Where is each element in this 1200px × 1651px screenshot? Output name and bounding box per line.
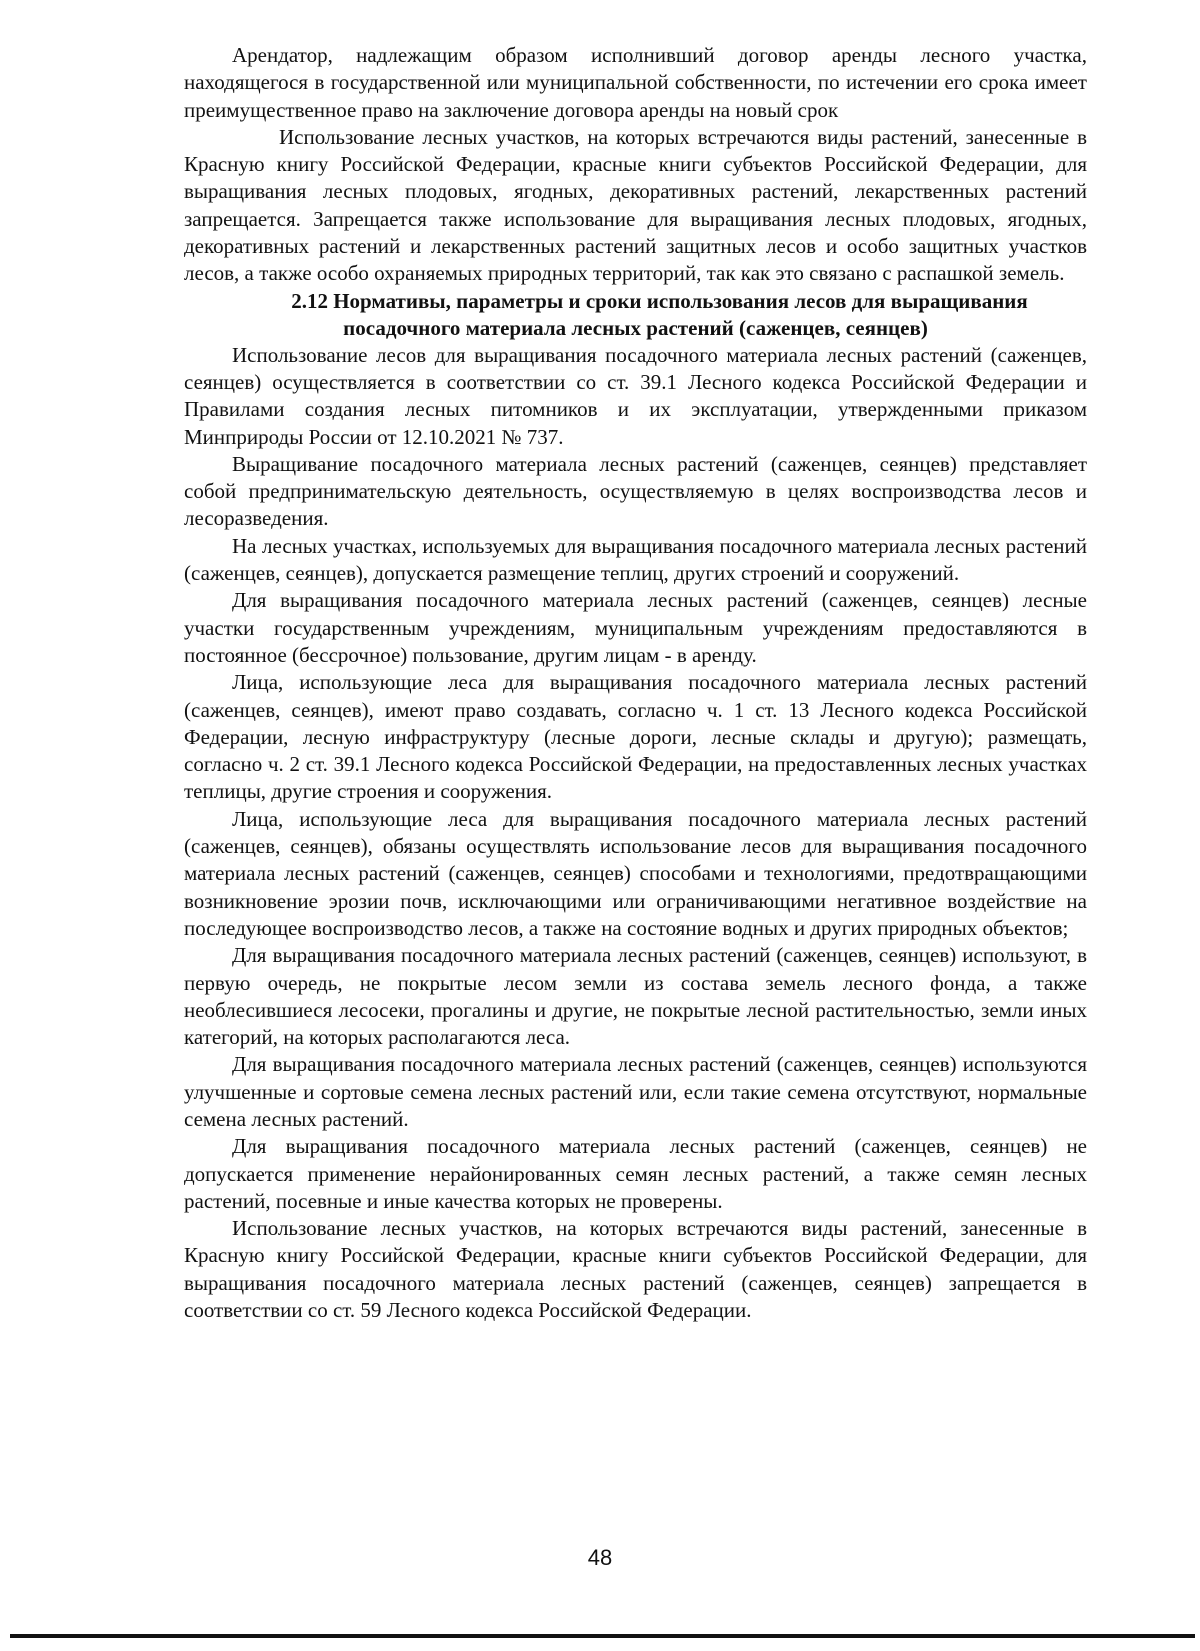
paragraph: Для выращивания посадочного материала лесных растений (саженцев, сеянцев) лесные участки государственным учреждениям, муниципальным учреждениям предоставляются в постоянное (бессрочное) пользование, другим лицам - в аренду. — [184, 588, 1087, 667]
paragraph: Выращивание посадочного материала лесных растений (саженцев, сеянцев) представляет собой предпринимательскую деятельность, осуществляемую в целях воспроизводства лесов и лесоразведения. — [184, 451, 1087, 531]
paragraph: Лица, использующие леса для выращивания посадочного материала лесных растений (саженцев, сеянцев), обязаны осуществлять использование лесов для выращивания посадочного материала лесных растений (саженцев, сеянцев) способами и технологиями, предотвращающими возникновение эрозии почв, исключающими или ограничивающими негативное воздействие на последующее воспроизводство лесов, а также на состояние водных и других природных объектов; — [184, 806, 1087, 940]
paragraph: Лица, использующие леса для выращивания посадочного материала лесных растений (саженцев, сеянцев), имеют право создавать, согласно ч. 1 ст. 13 Лесного кодекса Российской Федерации, лесную инфраструктуру (лесные дороги, лесные склады и другую); размещать, согласно ч. 2 ст. 39.1 Лесного кодекса Российской Федерации, на предоставленных лесных участках теплицы, другие строения и сооружения. — [184, 670, 1087, 804]
paragraph: Использование лесов для выращивания посадочного материала лесных растений (саженцев, сеянцев) осуществляется в соответствии со ст. 39.1 Лесного кодекса Российской Федерации и Правилами создания лесных питомников и их эксплуатации, утвержденными приказом Минприроды России от 12.10.2021 № 737. — [184, 342, 1087, 449]
paragraph: Для выращивания посадочного материала лесных растений (саженцев, сеянцев) не допускается применение нерайонированных семян лесных растений, а также семян лесных растений, посевные и иные качества которых не проверены. — [184, 1134, 1087, 1213]
paragraph: Использование лесных участков, на которых встречаются виды растений, занесенные в Красную книгу Российской Федерации, красные книги субъектов Российской Федерации, для выращивания посадочного материала лесных растений (саженцев, сеянцев) запрещается в соответствии со ст. 59 Лесного кодекса Российской Федерации. — [184, 1216, 1087, 1323]
section-heading: 2.12 Нормативы, параметры и сроки использования лесов для выращивания посадочного материала лесных растений (саженцев, сеянцев) — [291, 288, 1028, 340]
paragraph: Для выращивания посадочного материала лесных растений (саженцев, сеянцев) используются улучшенные и сортовые семена лесных растений или, если такие семена отсутствуют, нормальные семена лесных растений. — [184, 1052, 1087, 1131]
body-text — [184, 42, 1087, 1324]
paragraph: На лесных участках, используемых для выращивания посадочного материала лесных растений (саженцев, сеянцев), допускается размещение теплиц, других строений и сооружений. — [184, 533, 1087, 586]
paragraph: Для выращивания посадочного материала лесных растений (саженцев, сеянцев) используют, в первую очередь, не покрытые лесом земли из состава земель лесного фонда, а также необлесившиеся лесосеки, прогалины и другие, не покрытые лесной растительностью, земли иных категорий, на которых располагаются леса. — [184, 943, 1087, 1050]
page-number: 48 — [587, 1545, 613, 1570]
bottom-rule — [10, 1634, 1195, 1638]
paragraph: Использование лесных участков, на которых встречаются виды растений, занесенные в Красную книгу Российской Федерации, красные книги субъектов Российской Федерации, для выращивания лесных плодовых, ягодных, декоративных растений, лекарственных растений запрещается. Запрещается также использование для выращивания лесных плодовых, ягодных, декоративных растений и лекарственных растений защитных лесов и особо защитных участков лесов, а также особо охраняемых природных территорий, так как это связано с распашкой земель. — [184, 124, 1087, 286]
paragraph: Арендатор, надлежащим образом исполнивший договор аренды лесного участка, находящегося в государственной или муниципальной собственности, по истечении его срока имеет преимущественное право на заключение договора аренды на новый срок — [184, 43, 1087, 122]
